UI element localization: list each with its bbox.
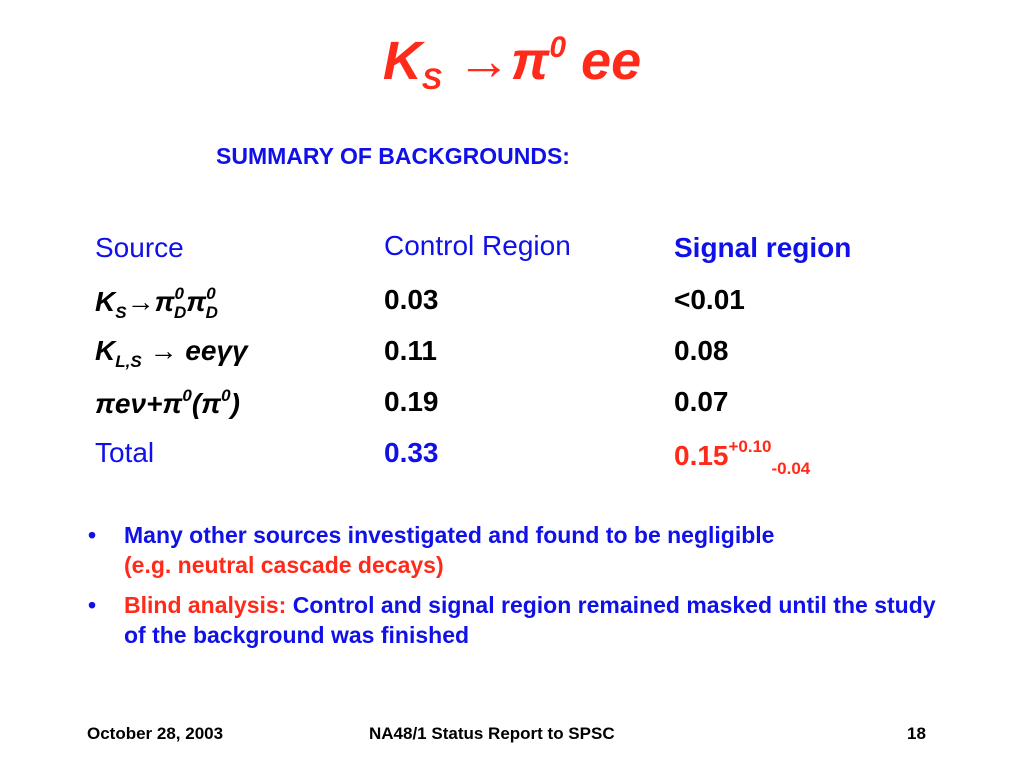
total-control-value: 0.33	[384, 437, 439, 468]
slide-subtitle: SUMMARY OF BACKGROUNDS:	[216, 143, 570, 169]
title-pi-sup: 0	[549, 31, 567, 64]
header-signal-region: Signal region	[674, 232, 852, 263]
title-ee: ee	[581, 31, 642, 91]
header-control-region: Control Region	[384, 230, 571, 261]
bullet-list	[88, 520, 948, 660]
total-label: Total	[95, 437, 155, 468]
bullet-item-blind-analysis: • Blind analysis: Control and signal region remained masked until the study of the background was finished	[88, 592, 936, 648]
bullet-item-negligible-sources: • Many other sources investigated and found to be negligible (e.g. neutral cascade decays)	[88, 522, 775, 578]
title-k-sub: S	[421, 63, 442, 96]
total-signal-plus-error: +0.10	[728, 437, 772, 456]
header-source: Source	[95, 232, 184, 263]
control-value-row-2: 0.11	[384, 335, 437, 366]
control-value-row-3: 0.19	[384, 386, 439, 417]
footer-page-number: 18	[907, 724, 926, 743]
source-kls-eegg: $K_{L,S} \to ee\gamma\gamma$	[95, 335, 248, 371]
control-value-row-1: 0.03	[384, 284, 439, 315]
signal-value-row-2: 0.08	[674, 335, 729, 366]
title-arrow-pi: →π	[456, 31, 550, 91]
total-signal-value: $0.15^{+0.10}_{-0.04}$	[674, 437, 811, 478]
bullet-dot-icon: •	[88, 592, 97, 618]
footer-title: NA48/1 Status Report to SPSC	[369, 724, 615, 743]
total-signal-minus-error: -0.04	[771, 459, 811, 478]
signal-value-row-3: 0.07	[674, 386, 729, 417]
source-ks-pi0d-pi0d: $K_S\to\pi^0_D\pi^0_D$	[95, 284, 218, 322]
source-pi-e-nu-pi0: $\pi e\nu+\pi^0(\pi^0)$	[95, 386, 240, 419]
footer-date: October 28, 2003	[87, 724, 224, 743]
signal-value-row-1: <0.01	[674, 284, 745, 315]
bullet-dot-icon: •	[88, 522, 97, 548]
slide-title	[0, 30, 1024, 97]
title-k: K	[382, 31, 422, 91]
